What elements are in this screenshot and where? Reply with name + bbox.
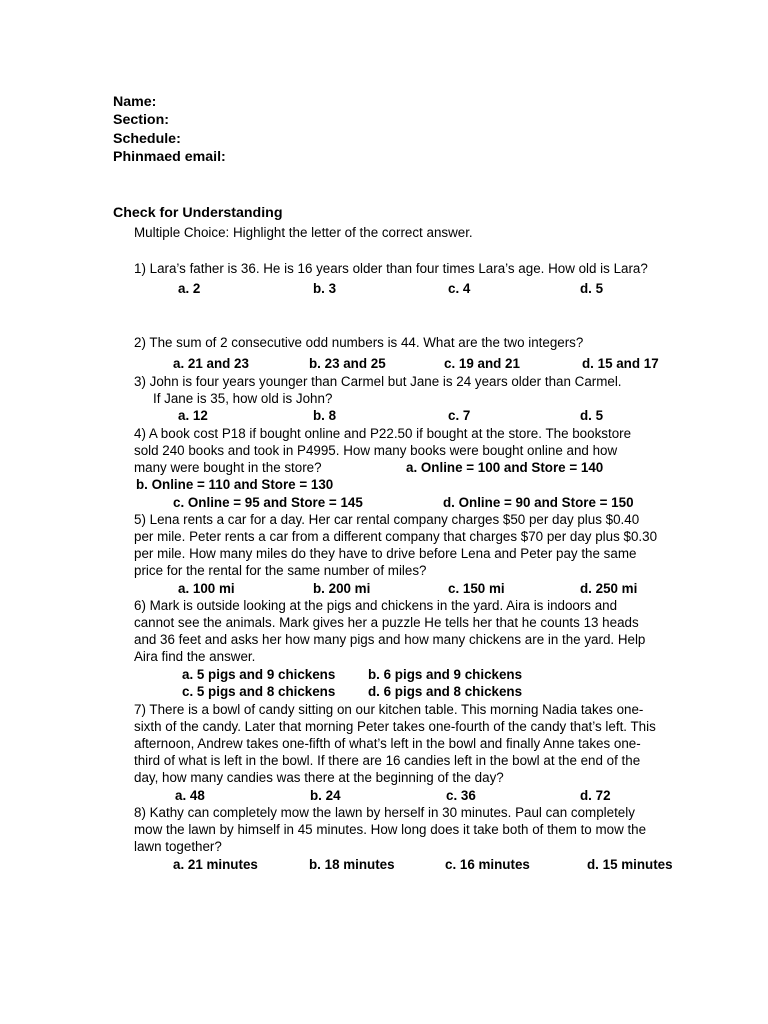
schedule-label: Schedule: bbox=[113, 131, 181, 147]
question-6-option-b[interactable]: b. 6 pigs and 9 chickens bbox=[368, 667, 523, 682]
question-7-text: 7) There is a bowl of candy sitting on our kitchen table. This morning Nadia takes one- bbox=[134, 702, 644, 717]
question-2-option-c[interactable]: c. 19 and 21 bbox=[444, 356, 520, 371]
question-8-option-d[interactable]: d. 15 minutes bbox=[587, 857, 673, 872]
question-8-option-a[interactable]: a. 21 minutes bbox=[173, 857, 258, 872]
question-6-text: 6) Mark is outside looking at the pigs and chickens in the yard. Aira is indoors and bbox=[134, 598, 618, 613]
question-7-text-line3: afternoon, Andrew takes one-fifth of what’s left in the bowl and finally Anne takes one- bbox=[134, 736, 641, 751]
question-5-text-line2: per mile. Peter rents a car from a different company that charges $70 per day plus $0.30 bbox=[134, 529, 658, 544]
question-5-option-c[interactable]: c. 150 mi bbox=[448, 581, 505, 596]
question-2-option-a[interactable]: a. 21 and 23 bbox=[173, 356, 249, 371]
question-5-text-line3: per mile. How many miles do they have to drive before Lena and Peter pay the same bbox=[134, 546, 637, 561]
question-5-option-a[interactable]: a. 100 mi bbox=[178, 581, 235, 596]
question-7-option-b[interactable]: b. 24 bbox=[310, 788, 341, 803]
question-4-option-c[interactable]: c. Online = 95 and Store = 145 bbox=[173, 495, 363, 510]
question-8-option-c[interactable]: c. 16 minutes bbox=[445, 857, 530, 872]
question-7-option-c[interactable]: c. 36 bbox=[446, 788, 476, 803]
question-1-option-c[interactable]: c. 4 bbox=[448, 281, 471, 296]
question-3-option-d[interactable]: d. 5 bbox=[580, 408, 604, 423]
question-6-text-line4: Aira find the answer. bbox=[134, 649, 256, 664]
question-7-text-line4: third of what is left in the bowl. If there are 16 candies left in the bowl at the end of the bbox=[134, 753, 641, 768]
question-5-text: 5) Lena rents a car for a day. Her car rental company charges $50 per day plus $0.40 bbox=[134, 512, 640, 527]
question-4-option-b[interactable]: b. Online = 110 and Store = 130 bbox=[136, 477, 334, 492]
question-6-text-line2: cannot see the animals. Mark gives her a puzzle He tells her that he counts 13 heads bbox=[134, 615, 639, 630]
question-4-text-line3: many were bought in the store? bbox=[134, 460, 322, 475]
question-8-option-b[interactable]: b. 18 minutes bbox=[309, 857, 395, 872]
email-label: Phinmaed email: bbox=[113, 149, 226, 165]
question-4-option-d[interactable]: d. Online = 90 and Store = 150 bbox=[443, 495, 634, 510]
question-6-text-line3: and 36 feet and asks her how many pigs and how many chickens are in the yard. Help bbox=[134, 632, 646, 647]
section-label: Section: bbox=[113, 112, 169, 128]
question-2-text: 2) The sum of 2 consecutive odd numbers is 44. What are the two integers? bbox=[134, 335, 584, 350]
question-8-text: 8) Kathy can completely mow the lawn by herself in 30 minutes. Paul can completely bbox=[134, 805, 635, 820]
question-5-option-b[interactable]: b. 200 mi bbox=[313, 581, 371, 596]
question-7-option-a[interactable]: a. 48 bbox=[175, 788, 205, 803]
question-7-option-d[interactable]: d. 72 bbox=[580, 788, 611, 803]
question-4-text-line2: sold 240 books and took in P4995. How many books were bought online and how bbox=[134, 443, 618, 458]
question-3-option-a[interactable]: a. 12 bbox=[178, 408, 208, 423]
question-2-option-b[interactable]: b. 23 and 25 bbox=[309, 356, 386, 371]
question-1-option-b[interactable]: b. 3 bbox=[313, 281, 337, 296]
question-1-option-d[interactable]: d. 5 bbox=[580, 281, 604, 296]
question-4-option-a[interactable]: a. Online = 100 and Store = 140 bbox=[406, 460, 604, 475]
question-6-option-a[interactable]: a. 5 pigs and 9 chickens bbox=[182, 667, 336, 682]
section-title: Check for Understanding bbox=[113, 205, 283, 221]
question-1-option-a[interactable]: a. 2 bbox=[178, 281, 201, 296]
question-6-option-d[interactable]: d. 6 pigs and 8 chickens bbox=[368, 684, 523, 699]
question-8-text-line2: mow the lawn by himself in 45 minutes. How long does it take both of them to mow the bbox=[134, 822, 647, 837]
question-8-text-line3: lawn together? bbox=[134, 839, 222, 854]
question-1-text: 1) Lara’s father is 36. He is 16 years older than four times Lara’s age. How old is Lara? bbox=[134, 261, 648, 276]
question-3-option-c[interactable]: c. 7 bbox=[448, 408, 471, 423]
question-5-option-d[interactable]: d. 250 mi bbox=[580, 581, 638, 596]
question-7-text-line2: sixth of the candy. Later that morning Peter takes one-fourth of the candy that’s left. This bbox=[134, 719, 656, 734]
name-label: Name: bbox=[113, 94, 157, 110]
instruction-text: Multiple Choice: Highlight the letter of the correct answer. bbox=[134, 225, 473, 240]
question-3-text: 3) John is four years younger than Carmel but Jane is 24 years older than Carmel. bbox=[134, 374, 622, 389]
question-4-text: 4) A book cost P18 if bought online and P22.50 if bought at the store. The bookstore bbox=[134, 426, 632, 441]
question-5-text-line4: price for the rental for the same number of miles? bbox=[134, 563, 427, 578]
question-7-text-line5: day, how many candies was there at the beginning of the day? bbox=[134, 770, 504, 785]
question-2-option-d[interactable]: d. 15 and 17 bbox=[582, 356, 659, 371]
question-3-option-b[interactable]: b. 8 bbox=[313, 408, 337, 423]
question-6-option-c[interactable]: c. 5 pigs and 8 chickens bbox=[182, 684, 336, 699]
question-3-text-line2: If Jane is 35, how old is John? bbox=[153, 391, 333, 406]
